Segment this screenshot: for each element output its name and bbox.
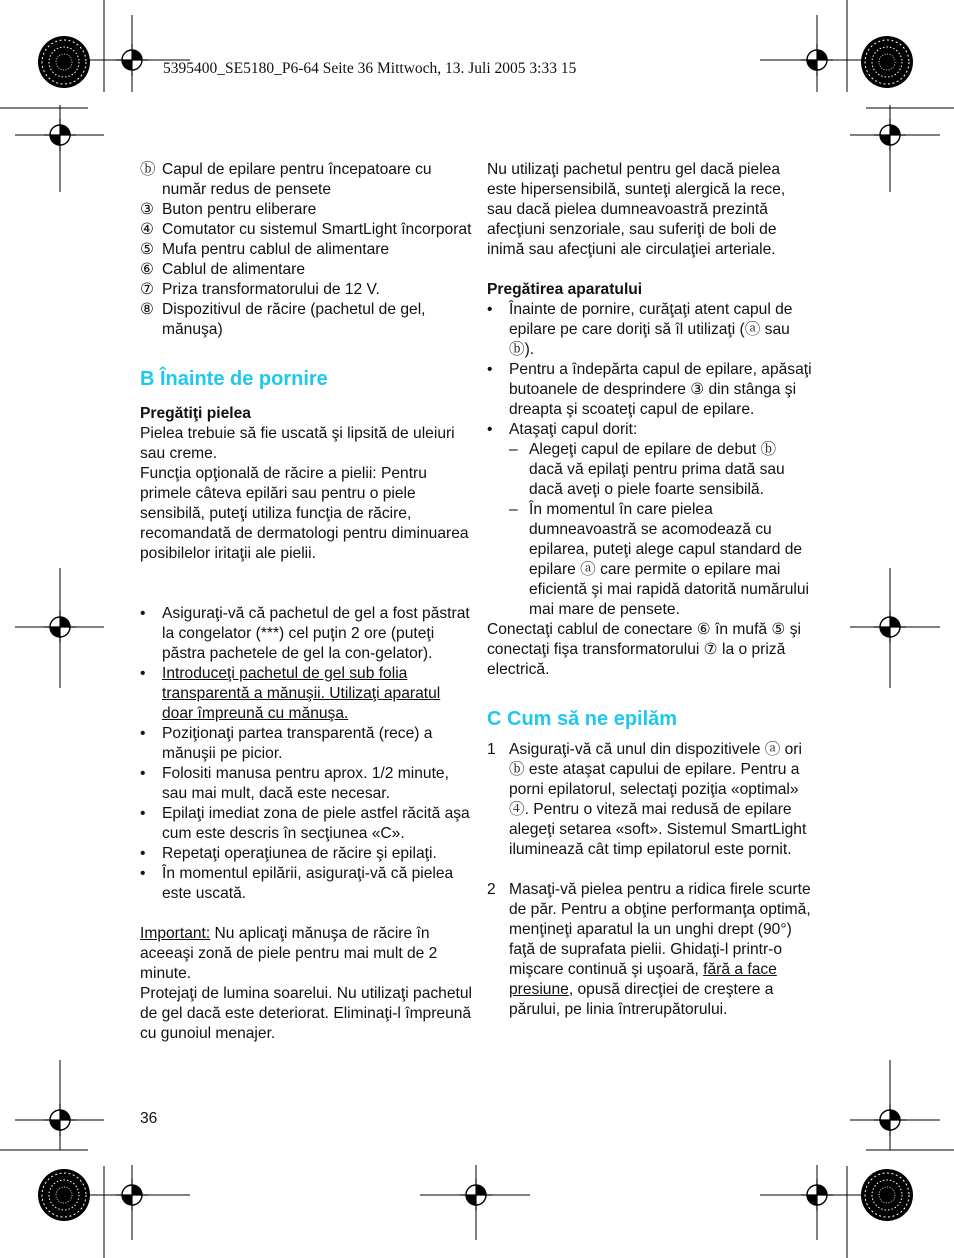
part-marker: ⑤: [140, 241, 154, 258]
step-text: , opusă direcţiei de creştere a părului, pe linia întrerupătorului.: [509, 981, 774, 1018]
list-item: [140, 804, 472, 844]
step-item: [487, 880, 813, 1020]
important-text: Nu aplicaţi mănuşa de răcire în aceeaşi zonă de piele pentru mai mult de 2 minute.: [140, 925, 438, 982]
bullet-marker: •: [140, 605, 146, 622]
list-item: [140, 864, 472, 904]
part-text: Dispozitivul de răcire (pachetul de gel, mănuşa): [162, 301, 426, 338]
part-text: Cablul de alimentare: [162, 261, 306, 278]
cooling-paragraph: Funcţia opţională de răcire a pielii: Pentru primele câteva epilări sau pentru o piele sensibilă, puteţi utiliza funcţia de răcire, recomandată de dermatologi pentru diminuarea posibilelor iritaţii ale pielii.: [140, 465, 469, 562]
list-item: [140, 160, 472, 200]
part-marker: ④: [140, 221, 154, 238]
list-item: [487, 420, 813, 440]
step-text: Masaţi-vă pielea pentru a ridica firele scurte de păr. Pentru a obţine performanţa optimă, menţineţi aparatul la un unghi drept (90°) faţă de suprafata pielii. Ghidaţi-l printr-o mişcare continuă şi uşoară,: [509, 881, 811, 978]
step-number: 2: [487, 881, 496, 898]
part-marker: ⓑ: [140, 161, 156, 178]
bullet-marker: •: [487, 421, 493, 438]
list-item: [487, 500, 813, 620]
bullet-marker: •: [140, 725, 146, 742]
section-b-heading: B Înainte de pornire: [140, 368, 328, 390]
sub-item-text: Alegeţi capul de epilare de debut ⓑ dacă vă epilaţi pentru prima dată sau dacă aveţi o piele foarte sensibilă.: [529, 441, 785, 498]
bullet-text: Ataşaţi capul dorit:: [509, 421, 638, 438]
bullet-marker: •: [140, 805, 146, 822]
page-number: 36: [140, 1110, 158, 1127]
part-marker: ③: [140, 201, 154, 218]
bullet-text: Introduceţi pachetul de gel sub folia transparentă a mănuşii. Utilizaţi aparatul doar împreună cu mănuşa.: [162, 665, 441, 722]
list-item: [140, 844, 472, 864]
prepare-skin-heading: Pregătiţi pielea: [140, 405, 251, 422]
important-note: [140, 924, 472, 984]
part-text: Capul de epilare pentru începatoare cu număr redus de pensete: [162, 161, 432, 198]
prepare-skin-paragraph: Pielea trebuie să fie uscată şi lipsită de uleiuri sau creme.: [140, 425, 455, 462]
list-item: [487, 440, 813, 500]
connect-paragraph: Conectaţi cablul de conectare ⑥ în mufă ⑤ şi conectaţi fişa transformatorului ⑦ la o priză electrică.: [487, 621, 801, 678]
warning-paragraph: Nu utilizaţi pachetul pentru gel dacă pielea este hipersensibilă, sunteţi alergică la rece, sau dacă pielea dumneavoastră prezintă afecţiuni senzoriale, sau suferiţi de boli de inimă sau afecţiuni ale circulaţiei arteriale.: [487, 161, 786, 258]
section-c-heading: C Cum să ne epilăm: [487, 708, 678, 730]
bullet-text: Asiguraţi-vă că pachetul de gel a fost păstrat la congelator (***) cel puţin 2 ore (puteţi păstra pachetele de gel la con-gelator).: [162, 605, 470, 662]
bullet-text: În momentul epilării, asiguraţi-vă că pielea este uscată.: [162, 865, 454, 902]
parts-list: [140, 160, 472, 340]
list-item: [140, 200, 472, 220]
step-number: 1: [487, 741, 496, 758]
part-marker: ⑧: [140, 301, 154, 318]
bullet-marker: •: [140, 865, 146, 882]
prep-heading: Pregătirea aparatului: [487, 281, 643, 298]
part-text: Mufa pentru cablul de alimentare: [162, 241, 390, 258]
sub-item-text: În momentul în care pielea dumneavoastră se acomodează cu epilarea, puteţi alege capul standard de epilare ⓐ care permite o epilare mai eficientă şi mai rapidă datorită numărului mai mare de pensete.: [529, 501, 809, 618]
bullet-text: Epilaţi imediat zona de piele astfel răcită aşa cum este descris în secţiunea «C».: [162, 805, 470, 842]
print-header: 5395400_SE5180_P6-64 Seite 36 Mittwoch, 13. Juli 2005 3:33 15: [163, 60, 577, 77]
list-item: [140, 220, 472, 240]
part-text: Buton pentru eliberare: [162, 201, 317, 218]
list-item: [140, 604, 472, 664]
list-item: [140, 664, 472, 724]
bullet-text: Înainte de pornire, curăţaţi atent capul de epilare pe care doriţi să îl utilizaţi (ⓐ sau ⓑ).: [509, 301, 793, 358]
list-item: [140, 280, 472, 300]
cooling-bullet-list: [140, 604, 472, 904]
protect-note: Protejaţi de lumina soarelui. Nu utilizaţi pachetul de gel dacă este deteriorat. Eliminaţi-l împreună cu gunoiul menajer.: [140, 985, 472, 1042]
bullet-marker: •: [487, 361, 493, 378]
list-item: [140, 724, 472, 764]
list-item: [140, 240, 472, 260]
part-marker: ⑥: [140, 261, 154, 278]
step-item: [487, 740, 813, 860]
list-item: [140, 260, 472, 280]
part-marker: ⑦: [140, 281, 154, 298]
list-item: [487, 300, 813, 360]
list-item: [140, 300, 472, 340]
left-column: [140, 160, 472, 1044]
bullet-text: Folositi manusa pentru aprox. 1/2 minute, sau mai mult, dacă este necesar.: [162, 765, 449, 802]
bullet-marker: •: [487, 301, 493, 318]
step-text: Asiguraţi-vă că unul din dispozitivele ⓐ ori ⓑ este ataşat capului de epilare. Pentru a porni epilatorul, selectaţi poziţia «optimal» ④. Pentru o viteză mai redusă de epilare alegeţi setarea «soft». Sistemul SmartLight iluminează cât timp epilatorul este pornit.: [509, 741, 807, 858]
part-text: Comutator cu sistemul SmartLight încorporat: [162, 221, 472, 238]
important-label: Important:: [140, 925, 211, 942]
right-column: [487, 160, 813, 1020]
list-item: [140, 764, 472, 804]
bullet-text: Pentru a îndepărta capul de epilare, apăsaţi butoanele de desprindere ③ din stânga şi dreapta şi scoateţi capul de epilare.: [509, 361, 812, 418]
part-text: Priza transformatorului de 12 V.: [162, 281, 380, 298]
dash-marker: –: [509, 441, 518, 458]
list-item: [487, 360, 813, 420]
bullet-text: Repetaţi operaţiunea de răcire şi epilaţi.: [162, 845, 437, 862]
bullet-marker: •: [140, 845, 146, 862]
bullet-marker: •: [140, 665, 146, 682]
dash-marker: –: [509, 501, 518, 518]
step-text-underlined: fără a face presiune: [509, 961, 777, 998]
bullet-text: Poziţionaţi partea transparentă (rece) a mănuşii pe picior.: [162, 725, 433, 762]
bullet-marker: •: [140, 765, 146, 782]
